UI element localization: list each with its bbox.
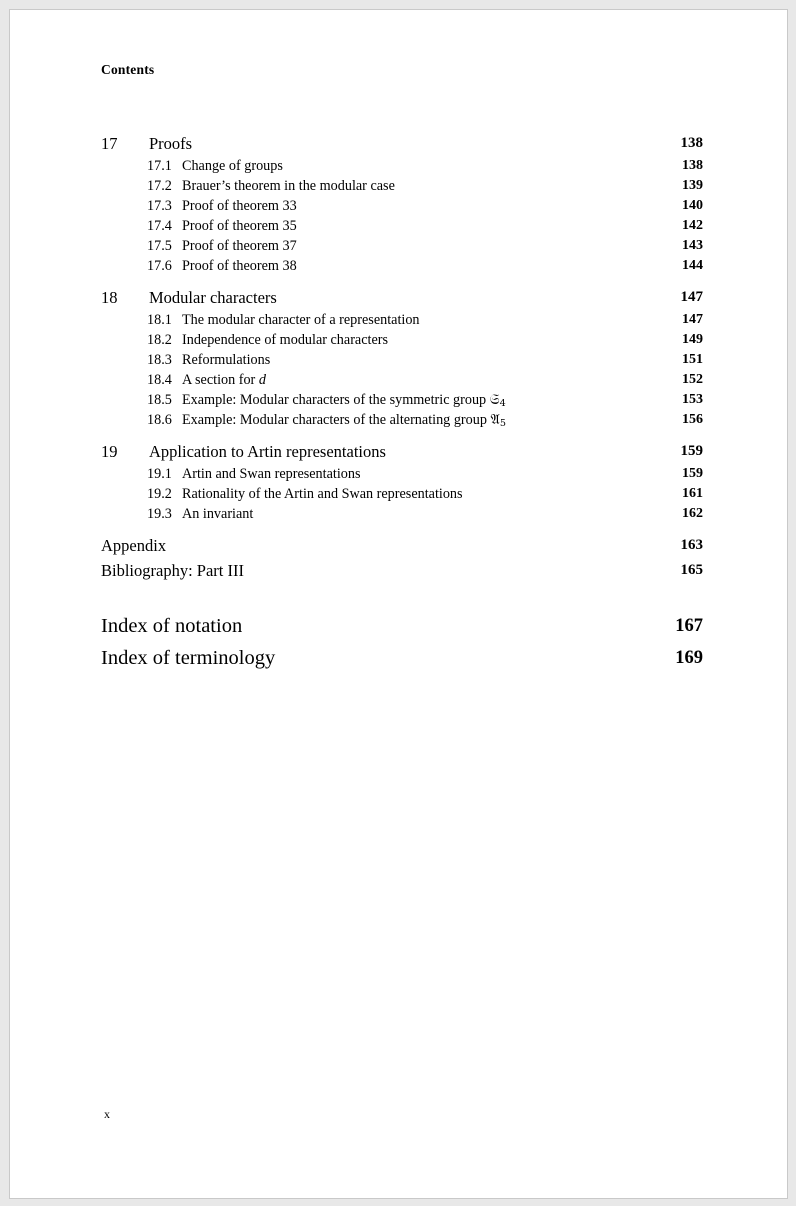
section-title: Proof of theorem 37	[182, 238, 297, 254]
fraktur-symmetric-group-symbol	[490, 392, 506, 408]
page-number: 144	[682, 258, 703, 273]
section-number: 17.3	[147, 198, 172, 214]
page-number: 162	[682, 506, 703, 521]
section-title-text: Example: Modular characters of the symmetric group	[182, 392, 490, 408]
group-degree-subscript: 4	[499, 398, 506, 410]
toc-entry-bibliography[interactable]	[101, 558, 703, 583]
page-number: 165	[680, 562, 703, 578]
appendix-title: Appendix	[101, 536, 167, 555]
toc-entry-chapter[interactable]	[101, 439, 703, 464]
page-number: 153	[682, 392, 703, 407]
page-number: 149	[682, 332, 703, 347]
section-number: 17.6	[147, 258, 172, 274]
toc-entry-index-of-notation[interactable]	[101, 610, 703, 642]
section-title: Proof of theorem 35	[182, 218, 297, 234]
running-head: Contents	[101, 62, 155, 77]
toc-entry-chapter[interactable]	[101, 131, 703, 156]
section-title: Brauer’s theorem in the modular case	[182, 178, 395, 194]
chapter-number: 17	[101, 134, 118, 153]
fraktur-letter: 𝔄	[490, 412, 500, 428]
index-title: Index of terminology	[101, 647, 276, 669]
toc-entry-section[interactable]	[101, 350, 703, 370]
toc-entry-section[interactable]	[101, 256, 703, 276]
page-number: 147	[682, 312, 703, 327]
page-number: 169	[675, 648, 703, 668]
section-number: 19.1	[147, 466, 172, 482]
page-number: 138	[680, 135, 703, 151]
section-title: Artin and Swan representations	[182, 466, 361, 482]
document-page	[9, 9, 788, 1199]
math-variable-d: d	[258, 372, 266, 388]
section-number: 17.5	[147, 238, 172, 254]
chapter-title: Modular characters	[149, 288, 277, 307]
section-title	[182, 410, 703, 434]
toc-entry-section[interactable]	[101, 176, 703, 196]
toc-entry-section[interactable]	[101, 330, 703, 350]
section-number: 18.6	[147, 412, 172, 428]
fraktur-alternating-group-symbol	[490, 412, 506, 428]
toc-entry-section[interactable]	[101, 410, 703, 430]
section-number: 17.1	[147, 158, 172, 174]
section-number: 19.2	[147, 486, 172, 502]
section-number: 17.2	[147, 178, 172, 194]
chapter-title: Application to Artin representations	[149, 442, 386, 461]
section-title	[182, 370, 703, 390]
page-number: 167	[675, 616, 703, 636]
page-number: 151	[682, 352, 703, 367]
page-number: 139	[682, 178, 703, 193]
section-title: Proof of theorem 38	[182, 258, 297, 274]
toc-entry-section[interactable]	[101, 310, 703, 330]
toc-entry-section[interactable]	[101, 370, 703, 390]
toc-entry-section[interactable]	[101, 484, 703, 504]
toc-entry-section[interactable]	[101, 390, 703, 410]
index-entries-group	[101, 610, 703, 674]
section-number: 18.4	[147, 372, 172, 388]
folio-page-number: x	[104, 1107, 110, 1121]
section-title: Proof of theorem 33	[182, 198, 297, 214]
bibliography-title: Bibliography: Part III	[101, 561, 244, 580]
section-title: Reformulations	[182, 352, 271, 368]
toc-entry-chapter[interactable]	[101, 285, 703, 310]
index-title: Index of notation	[101, 615, 243, 637]
section-title-text: Example: Modular characters of the alternating group	[182, 412, 491, 428]
toc-entry-section[interactable]	[101, 216, 703, 236]
toc-entry-section[interactable]	[101, 156, 703, 176]
chapter-number: 18	[101, 288, 118, 307]
toc-entry-section[interactable]	[101, 464, 703, 484]
table-of-contents	[101, 122, 703, 674]
page-number: 143	[682, 238, 703, 253]
toc-entry-appendix[interactable]	[101, 533, 703, 558]
page-number: 161	[682, 486, 703, 501]
toc-entry-section[interactable]	[101, 196, 703, 216]
section-number: 19.3	[147, 506, 172, 522]
toc-entry-section[interactable]	[101, 504, 703, 524]
page-number: 156	[682, 412, 703, 427]
toc-entry-index-of-terminology[interactable]	[101, 642, 703, 674]
section-number: 18.3	[147, 352, 172, 368]
chapter-title: Proofs	[149, 134, 193, 153]
section-title: Independence of modular characters	[182, 332, 389, 348]
page-number: 147	[680, 289, 703, 305]
section-title-text: A section for	[182, 372, 259, 388]
group-degree-subscript: 5	[499, 418, 507, 430]
section-number: 18.1	[147, 312, 172, 328]
section-number: 18.5	[147, 392, 172, 408]
page-number: 138	[682, 158, 703, 173]
section-number: 18.2	[147, 332, 172, 348]
page-number: 159	[680, 443, 703, 459]
section-title: An invariant	[182, 506, 254, 522]
page-number: 152	[682, 372, 703, 387]
chapter-number: 19	[101, 442, 118, 461]
page-number: 140	[682, 198, 703, 213]
page-number: 163	[680, 537, 703, 553]
page-number: 142	[682, 218, 703, 233]
page-number: 159	[682, 466, 703, 481]
fraktur-letter: 𝔖	[489, 392, 500, 408]
section-title: Rationality of the Artin and Swan representations	[182, 486, 463, 502]
section-title: The modular character of a representation	[182, 312, 420, 328]
section-title: Change of groups	[182, 158, 283, 174]
toc-entry-section[interactable]	[101, 236, 703, 256]
section-number: 17.4	[147, 218, 172, 234]
